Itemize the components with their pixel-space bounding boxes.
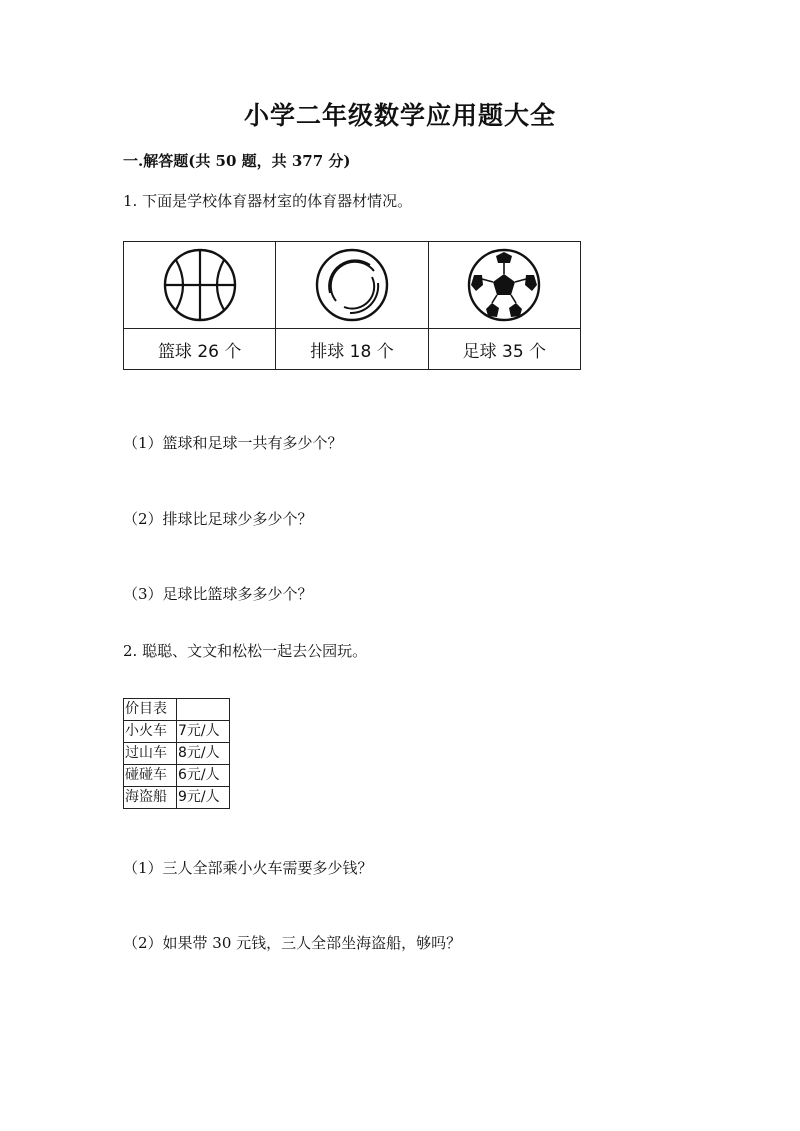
page-title: 小学二年级数学应用题大全	[243, 101, 556, 130]
question-1-sub-1: （1）篮球和足球一共有多少个？	[123, 434, 343, 452]
question-1-sub-3: （3）足球比篮球多多少个？	[123, 585, 313, 603]
table-row	[124, 765, 230, 787]
price-table-title: 价目表	[124, 699, 177, 721]
equipment-table	[123, 241, 581, 370]
volleyball-cell	[276, 242, 428, 329]
ride-price: 8元/人	[177, 743, 230, 765]
price-table	[123, 698, 230, 809]
price-table-header	[124, 699, 230, 721]
ride-name: 海盗船	[124, 787, 177, 809]
price-table-header-empty	[177, 699, 230, 721]
basketball-label: 篮球 26 个	[124, 329, 276, 370]
ride-name: 过山车	[124, 743, 177, 765]
table-row	[124, 721, 230, 743]
table-row	[124, 787, 230, 809]
soccer-cell	[428, 242, 580, 329]
question-2-sub-1: （1）三人全部乘小火车需要多少钱？	[123, 859, 373, 877]
ride-price: 7元/人	[177, 721, 230, 743]
question-2-sub-2: （2）如果带 30 元钱，三人全部坐海盗船，够吗？	[123, 934, 462, 952]
section-heading: 一.解答题(共 50 题，共 377 分)	[123, 152, 351, 170]
question-1-sub-2: （2）排球比足球少多少个？	[123, 510, 313, 528]
soccer-ball-icon	[466, 247, 542, 323]
basketball-icon	[162, 247, 238, 323]
ride-name: 碰碰车	[124, 765, 177, 787]
ride-name: 小火车	[124, 721, 177, 743]
basketball-cell	[124, 242, 276, 329]
ride-price: 6元/人	[177, 765, 230, 787]
soccer-label: 足球 35 个	[428, 329, 580, 370]
question-1-text: 1. 下面是学校体育器材室的体育器材情况。	[123, 192, 413, 210]
volleyball-icon	[314, 247, 390, 323]
question-2-text: 2. 聪聪、文文和松松一起去公园玩。	[123, 642, 368, 660]
volleyball-label: 排球 18 个	[276, 329, 428, 370]
table-row	[124, 743, 230, 765]
ride-price: 9元/人	[177, 787, 230, 809]
